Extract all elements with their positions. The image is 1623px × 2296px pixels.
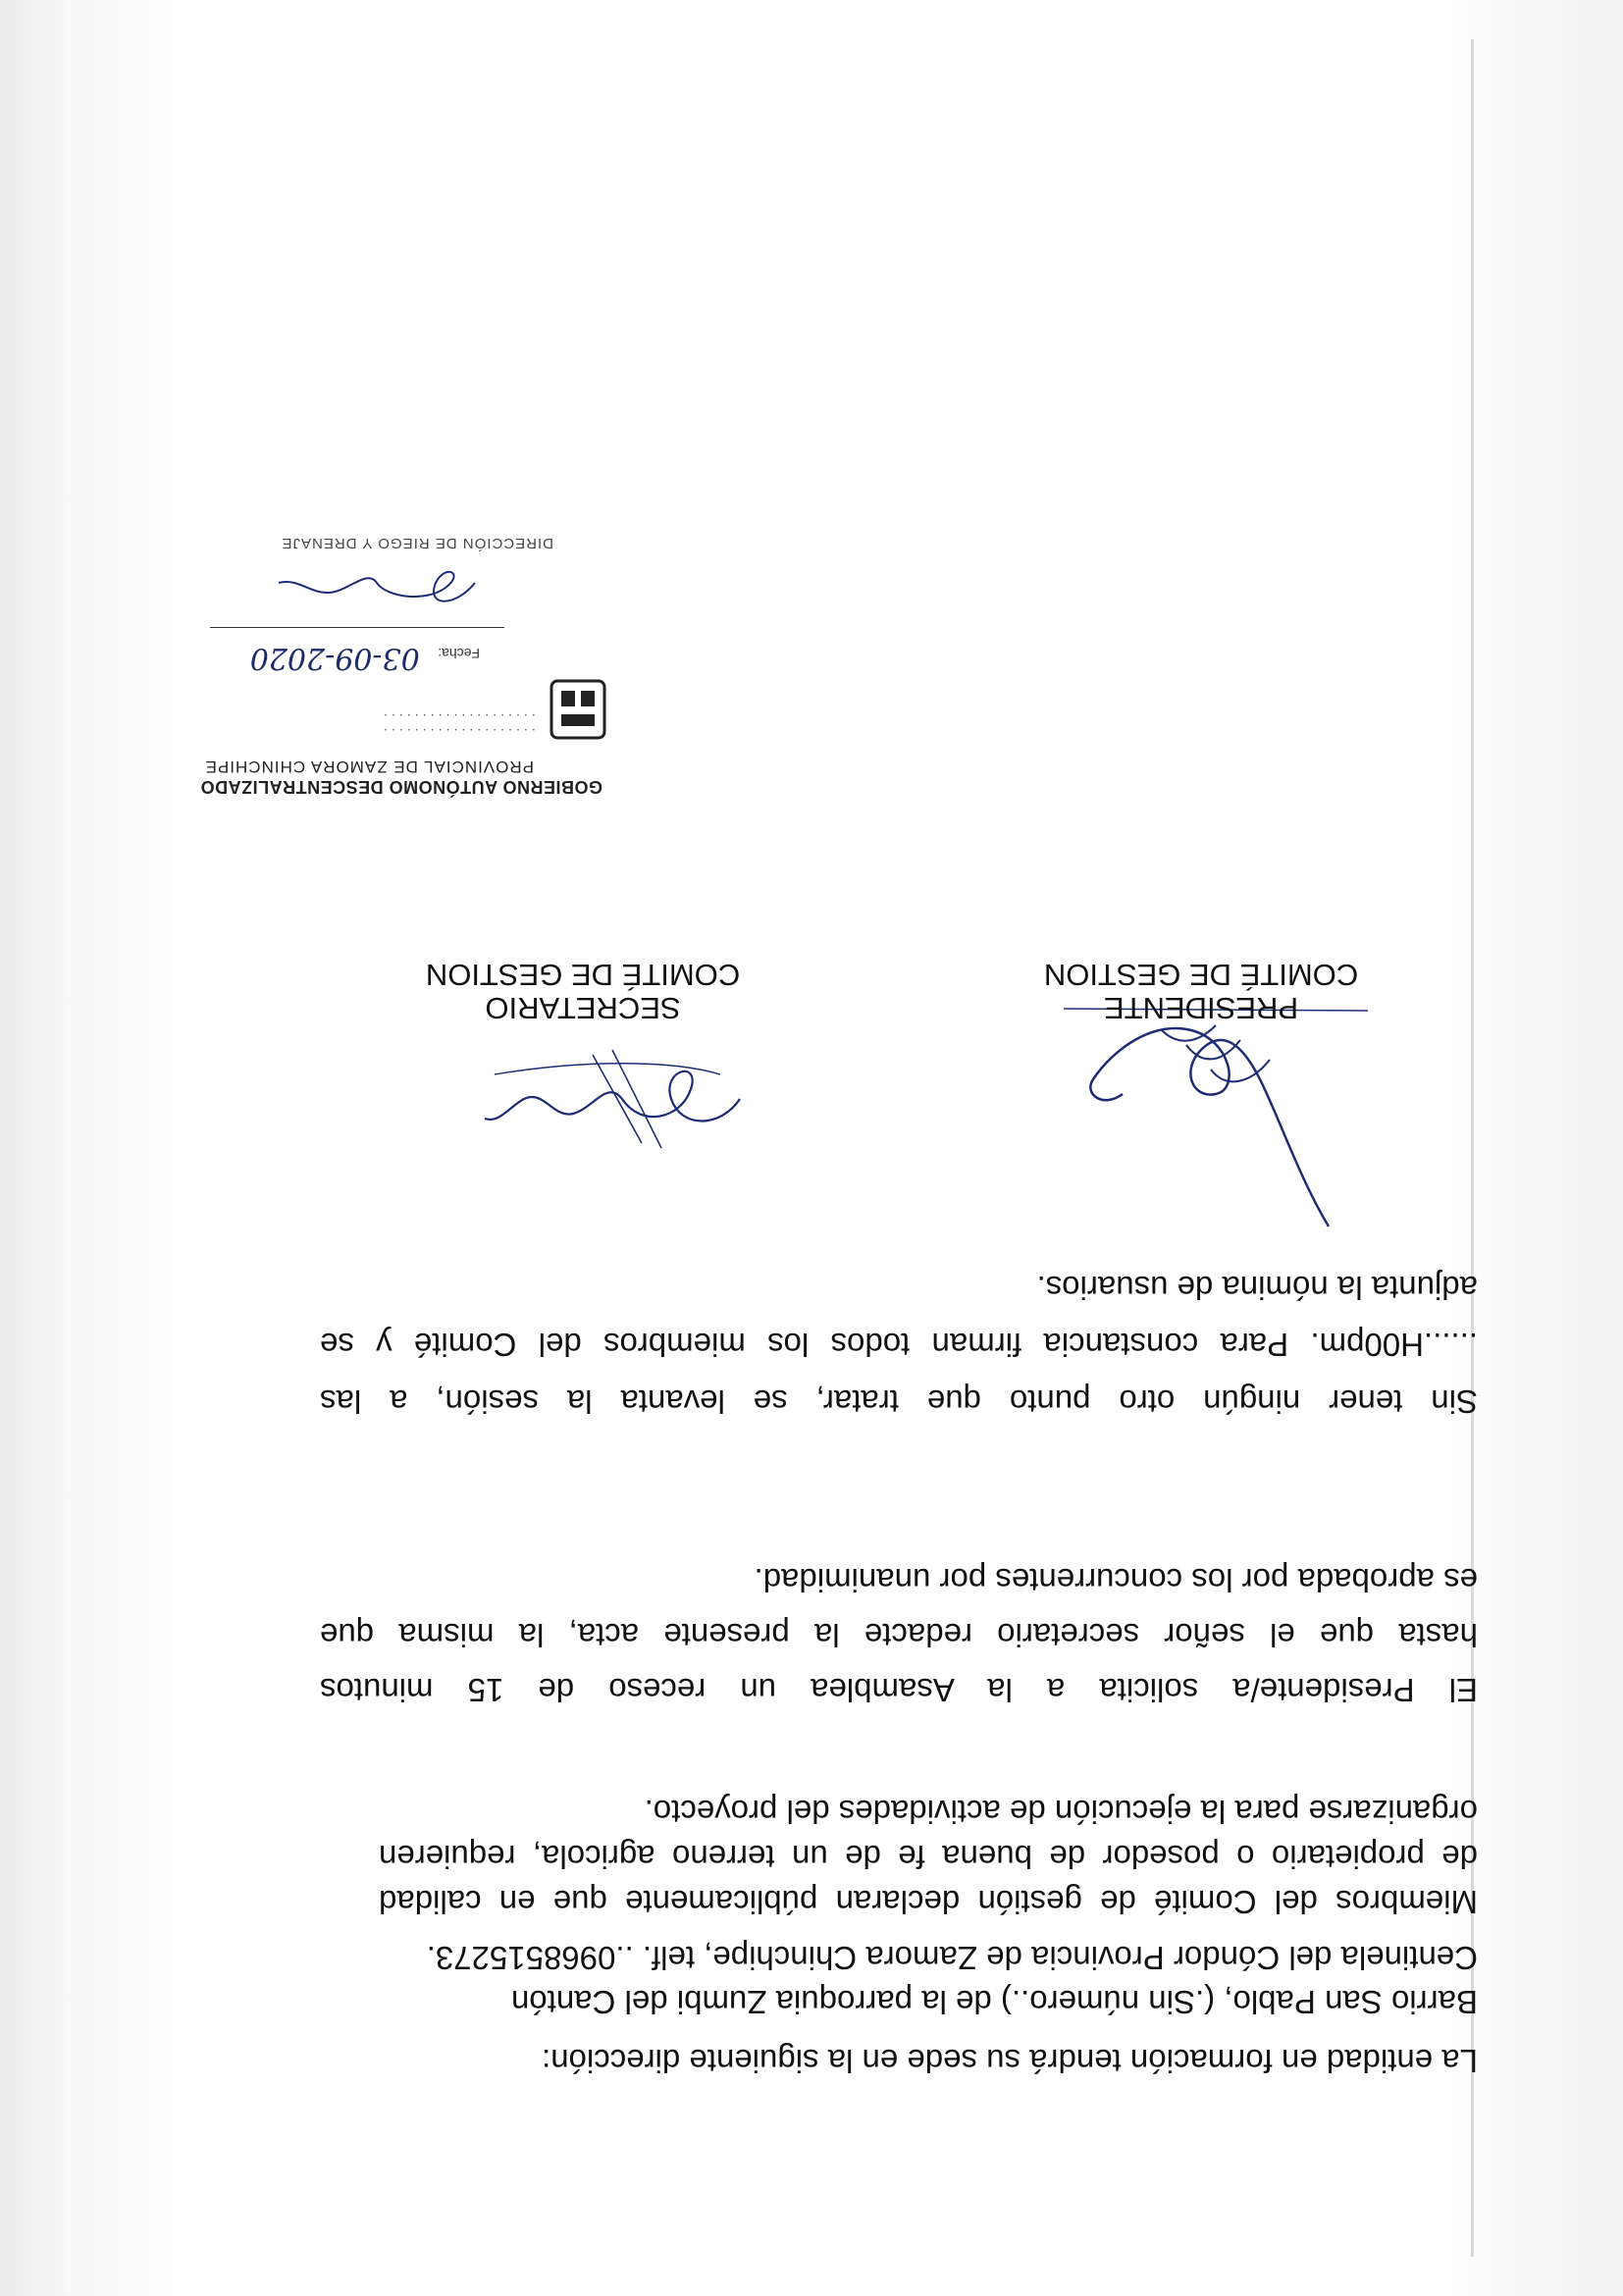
stamp-divider [210, 627, 504, 628]
stamp-detail-text: · · · · · · · · · · · · · · · · · · · · [383, 723, 536, 738]
stamp-footer-area [220, 535, 553, 551]
president-role: PRESIDENTE [1103, 991, 1299, 1025]
closing-line-1: Sin tener ningún otro punto que tratar, se levanta la sesión, a las [320, 1383, 1478, 1420]
stamp-details [212, 708, 536, 738]
page-margin-rule [1471, 39, 1474, 2257]
address-intro: La entidad en formación tendrá su sede en la siguiente dirección: [542, 2043, 1478, 2079]
secretary-signature [465, 1020, 759, 1168]
president-committee: COMITÉ DE GESTION [1043, 958, 1359, 992]
recess-line-2: hasta que el señor secretario redacte la presente acta, la misma que [320, 1617, 1478, 1653]
recess-line-3: es aprobada por los concurrentes por unanimidad. [754, 1562, 1478, 1598]
closing-line-3: adjunta la nómina de usuarios. [1036, 1270, 1478, 1306]
stamp-fecha-label: Fecha: [438, 646, 480, 661]
members-line-1: Miembros del Comité de gestión declaran públicamente que en calidad [379, 1884, 1478, 1920]
stamp-date: 03-09-2020 [249, 641, 420, 675]
stamp-subtitle: PROVINCIAL DE ZAMORA CHINCHIPE [204, 757, 534, 776]
secretary-role: SECRETARIO [485, 991, 681, 1025]
closing-paragraph [320, 1268, 1478, 1421]
members-line-3: organizarse para la ejecución de actividades del proyecto. [644, 1794, 1478, 1830]
address-line-2: Centinela del Cóndor Provincia de Zamora Chinchipe, telf. ..0968515273. [426, 1940, 1478, 1976]
stamp-fecha-area [250, 641, 480, 675]
secretary-committee: COMITÉ DE GESTION [425, 958, 741, 992]
coat-of-arms-icon [544, 675, 612, 744]
stamp-signature [259, 553, 495, 622]
recess-line-1: El Presidente/a solicita a la Asamblea un receso de 15 minutos [320, 1672, 1478, 1708]
president-signature-block [1024, 958, 1378, 1024]
official-stamp [190, 757, 602, 797]
secretary-signature-block [406, 958, 759, 1024]
members-paragraph [379, 1792, 1478, 1921]
stamp-detail-text-2: · · · · · · · · · · · · · · · · · · · · [383, 708, 536, 723]
recess-paragraph [320, 1560, 1478, 1709]
address-line-1: Barrio San Pablo, (.Sin número..) de la parroquia Zumbi del Cantón [510, 1984, 1478, 2020]
closing-line-2: ......H00pm. Para constancia firman todos los miembros del Comité y se [320, 1327, 1478, 1363]
members-line-2: de propietario o posedor de buena fe de un terreno agricola, requieren [379, 1839, 1478, 1875]
stamp-title: GOBIERNO AUTÓNOMO DESCENTRALIZADO [200, 777, 602, 797]
stamp-footer: DIRECCIÓN DE RIEGO Y DRENAJE [281, 535, 553, 551]
